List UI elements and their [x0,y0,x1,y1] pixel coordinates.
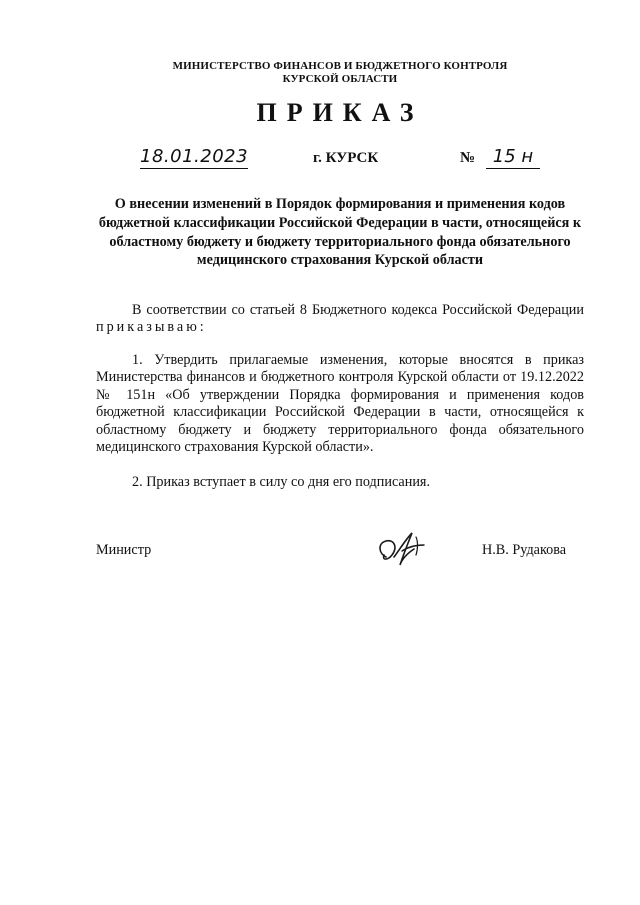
document-title: ПРИКАЗ [256,98,424,127]
ministry-header [120,60,560,86]
intro-text: В соответствии со статьей 8 Бюджетного кодекса Российской Федерации [132,302,584,318]
document-meta [0,146,640,176]
document-subject: О внесении изменений в Порядок формирования и применения кодов бюджетной классификации Российской Федерации в части, относящейся к областному бюджету и бюджету территориального фонда обязательного медицинского страхования Курской области [98,196,582,269]
intro-order-word: приказываю: [96,319,207,336]
document-date: 18.01.2023 [140,146,249,167]
signer-role: Министр [96,542,152,558]
point-1-paragraph: 1. Утвердить прилагаемые изменения, которые вносятся в приказ Министерства финансов и бюджетного контроля Курской области от 19.12.2022 № 151н «Об утверждении Порядка формирования и применения кодов бюджетной классификации Российской Федерации в части, относящейся к областному бюджету и бюджету территориального фонда обязательного медицинского страхования Курской области». [96,352,584,456]
ministry-line-1: МИНИСТЕРСТВО ФИНАНСОВ И БЮДЖЕТНОГО КОНТРОЛЯ [172,60,508,72]
number-label: № [460,150,476,166]
point-2-paragraph: 2. Приказ вступает в силу со дня его подписания. [132,474,430,490]
document-city: г. КУРСК [313,150,379,166]
intro-paragraph [96,302,584,337]
handwritten-signature [372,527,430,573]
document-number: 15 н [486,146,540,169]
ministry-line-2: КУРСКОЙ ОБЛАСТИ [282,73,398,85]
signer-name: Н.В. Рудакова [482,542,567,558]
